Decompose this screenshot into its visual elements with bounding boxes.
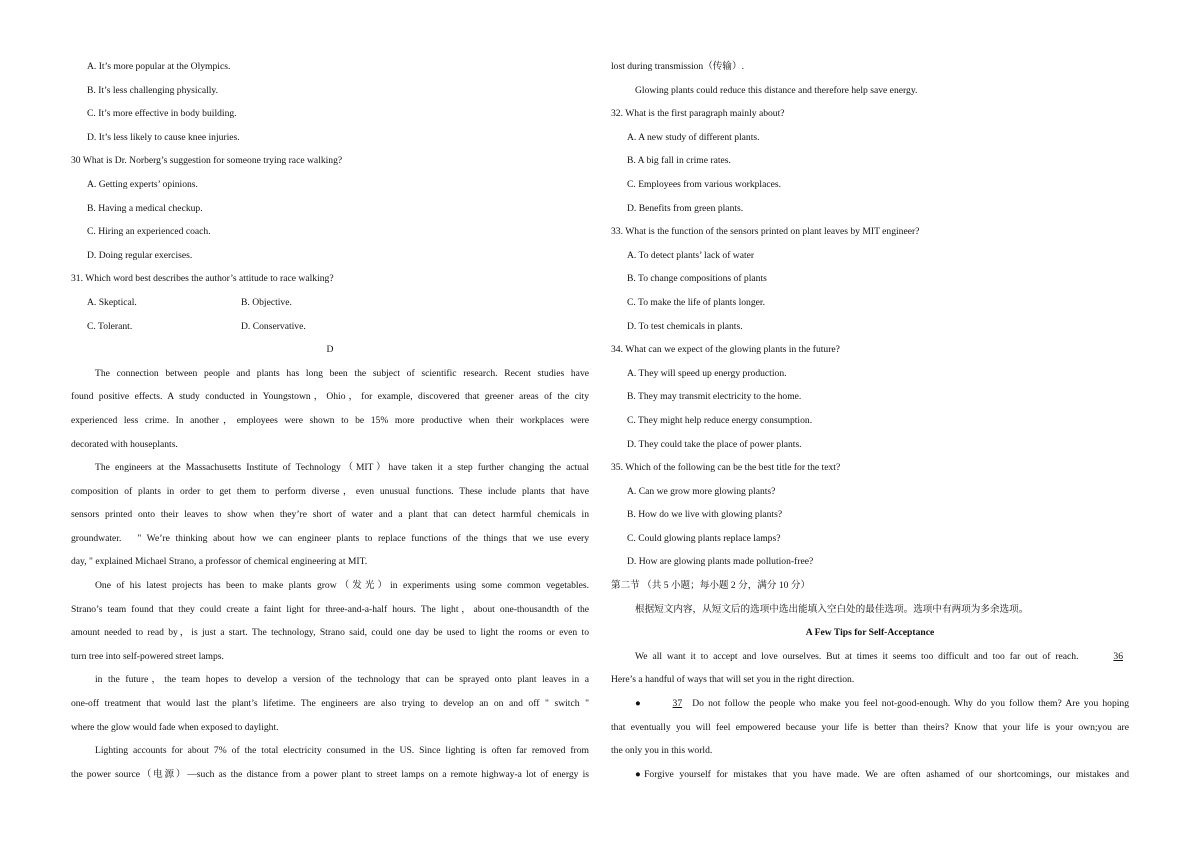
q35-option-a: A. Can we grow more glowing plants? [627, 485, 776, 497]
q33-stem: 33. What is the function of the sensors printed on plant leaves by MIT engineer? [611, 226, 920, 238]
q31-option-b: B. Objective. [241, 296, 292, 308]
passage-line: turn tree into self-powered street lamps. [71, 650, 224, 662]
passage-line: that eventually you will feel empowered because your life is better than theirs? Know that your life is your own;you are [611, 721, 1129, 733]
passage-line: The engineers at the Massachusetts Institute of Technology（MIT）have taken it a step further changing the actual [95, 462, 589, 474]
passage-line: Glowing plants could reduce this distance and therefore help save energy. [635, 84, 918, 96]
q31-stem: 31. Which word best describes the author’s attitude to race walking? [71, 273, 334, 285]
passage-line: amount needed to read by，is just a start. The technology, Strano said, could one day be used to light the rooms or even to [71, 627, 589, 639]
passage-line: experienced less crime. In another，employees were shown to be 15% more productive when their workplaces were [71, 414, 589, 426]
q33-option-a: A. To detect plants’ lack of water [627, 249, 755, 261]
passage-line: composition of plants in order to get them to perform diverse，even unusual functions. These include plants that have [71, 485, 589, 497]
q31-options-row-2 [71, 318, 589, 342]
q32-option-a: A. A new study of different plants. [627, 131, 760, 143]
q29-option-b: B. It’s less challenging physically. [87, 84, 219, 96]
passage-line: decorated with houseplants. [71, 438, 178, 450]
q32-option-d: D. Benefits from green plants. [627, 202, 744, 214]
q29-option-a: A. It’s more popular at the Olympics. [87, 61, 231, 72]
paragraph-1-text: We all want it to accept and love ourselves. But at times it seems too difficult and too far out of reach. [635, 650, 1079, 662]
right-column [611, 58, 1129, 789]
passage-line: The connection between people and plants has long been the subject of scientific research. Recent studies have [95, 367, 589, 379]
passage-line: day, " explained Michael Strano, a professor of chemical engineering at MIT. [71, 556, 368, 568]
blank-37: 37 [672, 698, 683, 710]
q31-options-row-1 [71, 294, 589, 318]
section-2-header: 第二节 （共 5 小题；每小题 2 分，满分 10 分） [611, 580, 811, 592]
passage-line [611, 695, 1129, 719]
bullet-icon: ● [635, 698, 643, 710]
passage-title: A Few Tips for Self-Acceptance [805, 627, 935, 639]
passage-line: found positive effects. A study conducted in Youngstown，Ohio，for example, discovered that greener areas of the city [71, 391, 589, 403]
q32-option-c: C. Employees from various workplaces. [627, 178, 781, 190]
q30-option-b: B. Having a medical checkup. [87, 202, 203, 214]
q33-option-c: C. To make the life of plants longer. [627, 296, 765, 308]
q29-option-c: C. It’s more effective in body building. [87, 108, 237, 120]
passage-line: sensors printed onto their leaves to show when they’re short of water and a plant that can detect harmful chemicals in [71, 509, 589, 521]
q34-option-d: D. They could take the place of power plants. [627, 438, 802, 450]
passage-line: Lighting accounts for about 7% of the total electricity consumed in the US. Since lighting is often far removed from [95, 745, 589, 757]
q30-stem: 30 What is Dr. Norberg’s suggestion for someone trying race walking? [71, 155, 343, 167]
passage-line: the only you in this world. [611, 745, 713, 757]
passage-line: the power source（电源）—such as the distance from a power plant to street lamps on a remote highway-a lot of energy is [71, 768, 589, 780]
passage-line: in the future，the team hopes to develop a version of the technology that can be sprayed onto plant leaves in a [95, 674, 589, 686]
q30-option-a: A. Getting experts’ opinions. [87, 178, 198, 190]
q35-option-d: D. How are glowing plants made pollution-free? [627, 556, 814, 568]
q34-option-b: B. They may transmit electricity to the home. [627, 391, 802, 403]
left-column [71, 58, 589, 789]
q32-stem: 32. What is the first paragraph mainly about? [611, 108, 785, 120]
q33-option-d: D. To test chemicals in plants. [627, 320, 743, 332]
passage-line [611, 648, 1129, 672]
passage-line: where the glow would fade when exposed to daylight. [71, 721, 279, 733]
q29-option-d: D. It’s less likely to cause knee injuries. [87, 131, 240, 143]
q31-option-d: D. Conservative. [241, 320, 306, 332]
q30-option-d: D. Doing regular exercises. [87, 249, 193, 261]
q33-option-b: B. To change compositions of plants [627, 273, 767, 285]
paragraph-2-text: Do not follow the people who make you feel not-good-enough. Why do you follow them? Are you hoping [692, 698, 1129, 710]
q34-option-a: A. They will speed up energy production. [627, 367, 787, 379]
q31-option-c: C. Tolerant. [87, 320, 133, 332]
passage-line: One of his latest projects has been to make plants grow（发光）in experiments using some common vegetables. [95, 580, 589, 592]
passage-line: groundwater. " We’re thinking about how we can engineer plants to replace functions of the things that we use every [71, 532, 589, 544]
q30-option-c: C. Hiring an experienced coach. [87, 226, 211, 238]
passage-d-label: D [326, 344, 334, 356]
passage-line: lost during transmission（传输）. [611, 61, 744, 72]
q34-stem: 34. What can we expect of the glowing plants in the future? [611, 344, 840, 356]
q35-option-b: B. How do we live with glowing plants? [627, 509, 783, 521]
passage-line: one-off treatment that would last the plant’s lifetime. The engineers are also trying to develop an on and off " switch " [71, 698, 589, 710]
passage-line: Here’s a handful of ways that will set you in the right direction. [611, 674, 855, 686]
q34-option-c: C. They might help reduce energy consumption. [627, 414, 813, 426]
passage-line: ●Forgive yourself for mistakes that you have made. We are often ashamed of our shortcomings, our mistakes and [635, 768, 1129, 780]
q35-stem: 35. Which of the following can be the best title for the text? [611, 462, 841, 474]
q32-option-b: B. A big fall in crime rates. [627, 155, 731, 167]
q35-option-c: C. Could glowing plants replace lamps? [627, 532, 781, 544]
section-2-instruction: 根据短文内容，从短文后的选项中选出能填入空白处的最佳选项。选项中有两项为多余选项。 [635, 603, 1029, 615]
q31-option-a: A. Skeptical. [87, 296, 137, 308]
blank-36: 36 [1113, 650, 1123, 662]
passage-line: Strano’s team found that they could create a faint light for three-and-a-half hours. The light，about one-thousandth of the [71, 603, 589, 615]
